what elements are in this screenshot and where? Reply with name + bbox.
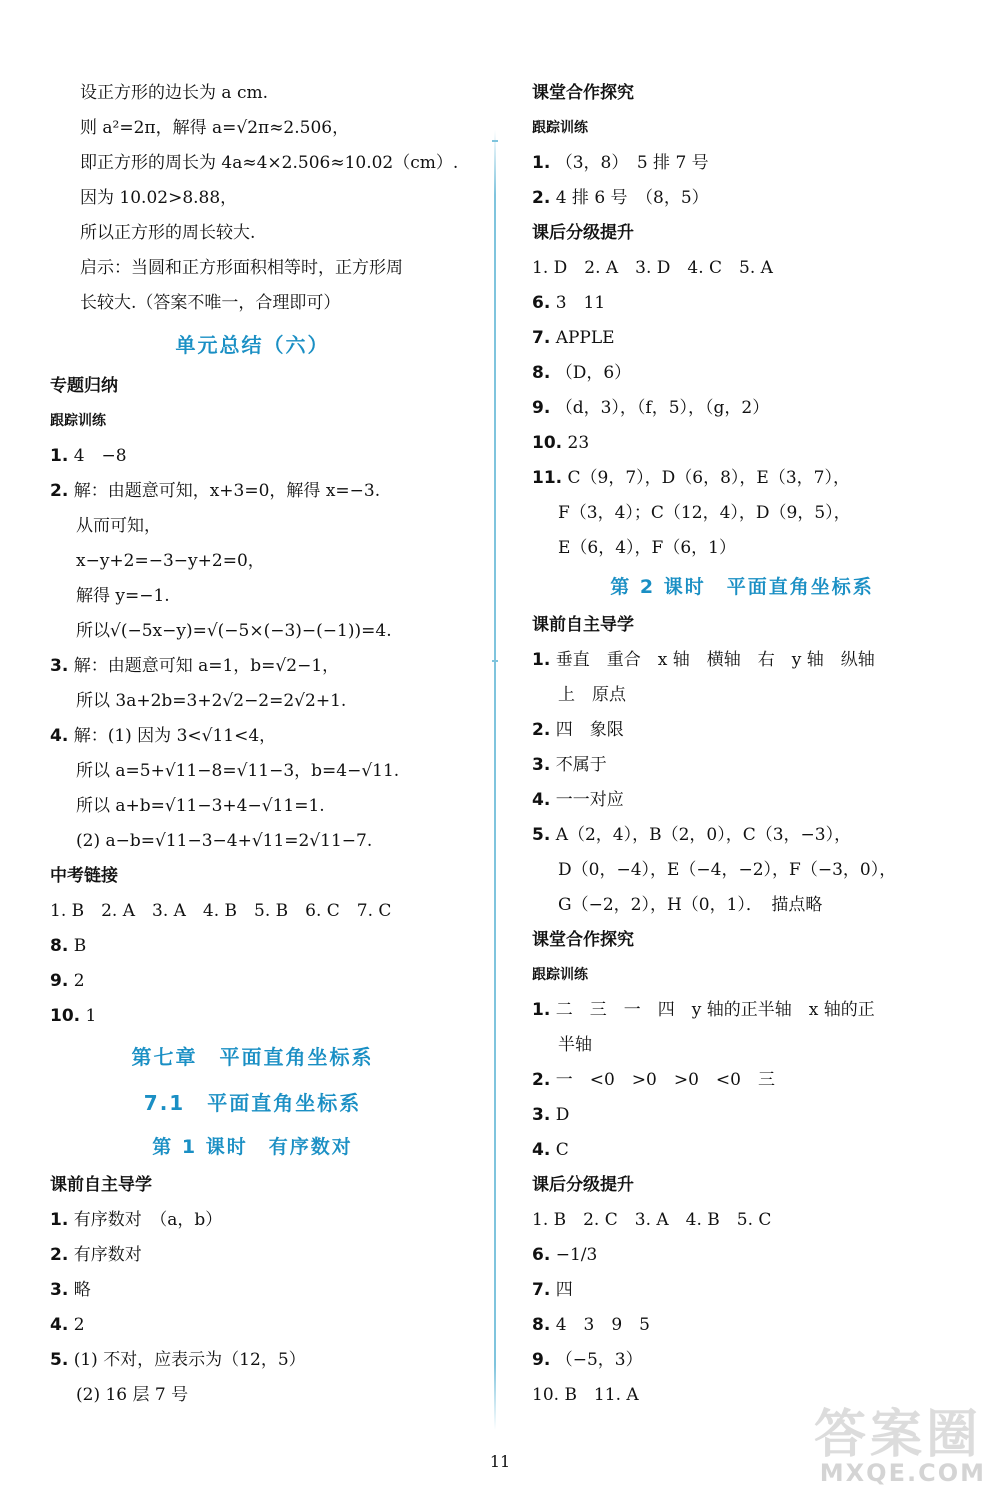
left-line <box>50 649 455 684</box>
item-number: 11. <box>532 468 563 488</box>
line-text: 上 原点 <box>558 685 626 705</box>
right-line <box>532 496 952 531</box>
left-line <box>50 614 455 649</box>
left-line <box>50 999 455 1034</box>
line-text: 四 象限 <box>555 720 624 740</box>
right-line <box>532 888 952 923</box>
line-text: 启示：当圆和正方形面积相等时，正方形周 <box>80 258 403 278</box>
line-text: 解：由题意可知 a=1，b=√2−1， <box>73 656 340 676</box>
right-line <box>532 713 952 748</box>
watermark-logo <box>762 1392 992 1487</box>
right-line <box>532 566 952 608</box>
item-number: 5. <box>50 1350 69 1370</box>
line-text: −1/3 <box>555 1245 598 1265</box>
right-line <box>532 146 952 181</box>
left-line <box>50 1343 455 1378</box>
line-text: (2) a−b=√11−3−4+√11=2√11−7. <box>76 831 373 851</box>
left-line <box>50 1080 455 1126</box>
line-text: 二 三 一 四 y 轴的正半轴 x 轴的正 <box>555 1000 875 1020</box>
line-text: 一 <0 >0 >0 <0 三 <box>555 1070 775 1090</box>
right-line <box>532 643 952 678</box>
left-line <box>50 579 455 614</box>
line-text: E（6，4），F（6，1） <box>558 538 736 558</box>
right-line <box>532 321 952 356</box>
line-text: B <box>73 936 87 956</box>
left-line <box>50 76 455 111</box>
right-line <box>532 1028 952 1063</box>
line-text: 课堂合作探究 <box>532 83 634 103</box>
left-line <box>50 789 455 824</box>
item-number: 3. <box>50 656 69 676</box>
item-number: 1. <box>50 446 69 466</box>
right-line <box>532 1203 952 1238</box>
left-line <box>50 1238 455 1273</box>
line-text: (2) 16 层 7 号 <box>76 1385 189 1405</box>
left-line <box>50 754 455 789</box>
left-line <box>50 111 455 146</box>
item-number: 9. <box>532 1350 551 1370</box>
item-number: 3. <box>50 1280 69 1300</box>
line-text: 跟踪训练 <box>50 413 106 429</box>
line-text: 四 <box>555 1280 573 1300</box>
left-line <box>50 859 455 894</box>
line-text: 3 11 <box>555 293 606 313</box>
left-line <box>50 251 455 286</box>
right-line <box>532 76 952 111</box>
line-text: C <box>555 1140 569 1160</box>
line-text: 课前自主导学 <box>50 1175 152 1195</box>
line-text: 1. B 2. C 3. A 4. B 5. C <box>532 1210 772 1230</box>
line-text: 即正方形的周长为 4a≈4×2.506≈10.02（cm）. <box>80 153 459 173</box>
right-line <box>532 1308 952 1343</box>
right-line <box>532 993 952 1028</box>
left-line <box>50 1126 455 1168</box>
item-number: 9. <box>532 398 551 418</box>
line-text: （d，3），（f，5），（g，2） <box>555 398 770 418</box>
line-text: 解：由题意可知，x+3=0，解得 x=−3. <box>73 481 381 501</box>
right-line <box>532 251 952 286</box>
line-text: D（0，−4），E（−4，−2），F（−3，0）， <box>558 860 897 880</box>
item-number: 8. <box>50 936 69 956</box>
line-text: 设正方形的边长为 a cm. <box>80 83 268 103</box>
line-text: 从而可知， <box>76 516 161 536</box>
right-column <box>532 76 952 1413</box>
right-line <box>532 1063 952 1098</box>
left-line <box>50 509 455 544</box>
line-text: 2 <box>73 971 85 991</box>
right-line <box>532 426 952 461</box>
left-line <box>50 1308 455 1343</box>
line-text: 第 2 课时 平面直角坐标系 <box>610 576 874 598</box>
right-line <box>532 853 952 888</box>
line-text: （−5，3） <box>555 1350 643 1370</box>
line-text: 2 <box>73 1315 85 1335</box>
left-line <box>50 321 455 369</box>
left-line <box>50 1273 455 1308</box>
line-text: 因为 10.02>8.88， <box>80 188 238 208</box>
left-line <box>50 824 455 859</box>
line-text: G（−2，2），H（0，1）． 描点略 <box>558 895 823 915</box>
right-line <box>532 748 952 783</box>
item-number: 6. <box>532 293 551 313</box>
right-line <box>532 216 952 251</box>
left-line <box>50 964 455 999</box>
left-line <box>50 404 455 439</box>
right-line <box>532 111 952 146</box>
item-number: 5. <box>532 825 551 845</box>
item-number: 6. <box>532 1245 551 1265</box>
left-line <box>50 1203 455 1238</box>
right-line <box>532 1133 952 1168</box>
line-text: 课前自主导学 <box>532 615 634 635</box>
right-line <box>532 286 952 321</box>
left-line <box>50 369 455 404</box>
item-number: 1. <box>532 153 551 173</box>
item-number: 2. <box>50 1245 69 1265</box>
divider-tick <box>492 660 498 662</box>
watermark-url: MXQE.COM <box>819 1459 986 1487</box>
line-text: 一一对应 <box>555 790 624 810</box>
line-text: 跟踪训练 <box>532 967 588 983</box>
line-text: 23 <box>567 433 590 453</box>
item-number: 2. <box>532 1070 551 1090</box>
line-text: 10. B 11. A <box>532 1385 639 1405</box>
line-text: 所以正方形的周长较大. <box>80 223 256 243</box>
right-line <box>532 391 952 426</box>
line-text: 第七章 平面直角坐标系 <box>131 1045 374 1069</box>
line-text: 略 <box>73 1280 91 1300</box>
line-text: 垂直 重合 x 轴 横轴 右 y 轴 纵轴 <box>555 650 875 670</box>
line-text: 所以 a+b=√11−3+4−√11=1. <box>76 796 325 816</box>
left-line <box>50 439 455 474</box>
left-line <box>50 1378 455 1413</box>
right-line <box>532 181 952 216</box>
line-text: 课堂合作探究 <box>532 930 634 950</box>
left-line <box>50 146 459 181</box>
item-number: 1. <box>532 1000 551 1020</box>
right-line <box>532 1343 952 1378</box>
left-line <box>50 684 455 719</box>
item-number: 10. <box>50 1006 81 1026</box>
item-number: 10. <box>532 433 563 453</box>
line-text: APPLE <box>555 328 615 348</box>
line-text: 课后分级提升 <box>532 223 634 243</box>
line-text: 不属于 <box>555 755 607 775</box>
right-line <box>532 1238 952 1273</box>
line-text: F（3，4）；C（12，4），D（9，5）， <box>558 503 851 523</box>
right-line <box>532 1273 952 1308</box>
line-text: （D，6） <box>555 363 632 383</box>
line-text: 4 −8 <box>73 446 127 466</box>
item-number: 1. <box>50 1210 69 1230</box>
line-text: 所以 3a+2b=3+2√2−2=2√2+1. <box>76 691 347 711</box>
item-number: 2. <box>50 481 69 501</box>
line-text: (1) 不对，应表示为（12，5） <box>73 1350 306 1370</box>
left-line <box>50 286 455 321</box>
line-text: 课后分级提升 <box>532 1175 634 1195</box>
line-text: 有序数对 <box>73 1245 142 1265</box>
line-text: A（2，4），B（2，0），C（3，−3）， <box>555 825 852 845</box>
line-text: 解得 y=−1. <box>76 586 170 606</box>
line-text: 7.1 平面直角坐标系 <box>143 1091 362 1115</box>
left-column <box>50 76 459 1413</box>
line-text: 4 3 9 5 <box>555 1315 650 1335</box>
right-line <box>532 1168 952 1203</box>
item-number: 2. <box>532 720 551 740</box>
line-text: 1 <box>85 1006 97 1026</box>
left-line <box>50 181 455 216</box>
line-text: 则 a²=2π，解得 a=√2π≈2.506， <box>80 118 350 138</box>
line-text: 长较大.（答案不唯一，合理即可） <box>80 293 341 313</box>
left-line <box>50 719 455 754</box>
left-line <box>50 1034 455 1080</box>
line-text: x−y+2=−3−y+2=0， <box>76 551 265 571</box>
right-line <box>532 608 952 643</box>
left-line <box>50 1168 455 1203</box>
item-number: 8. <box>532 363 551 383</box>
line-text: 1. D 2. A 3. D 4. C 5. A <box>532 258 773 278</box>
item-number: 1. <box>532 650 551 670</box>
item-number: 9. <box>50 971 69 991</box>
line-text: 半轴 <box>558 1035 592 1055</box>
right-line <box>532 958 952 993</box>
line-text: D <box>555 1105 570 1125</box>
line-text: 所以 a=5+√11−8=√11−3，b=4−√11. <box>76 761 400 781</box>
line-text: 1. B 2. A 3. A 4. B 5. B 6. C 7. C <box>50 901 392 921</box>
divider-tick <box>492 140 498 142</box>
line-text: 第 1 课时 有序数对 <box>152 1136 353 1158</box>
right-line <box>532 461 952 496</box>
right-line <box>532 1098 952 1133</box>
right-line <box>532 531 952 566</box>
left-line <box>50 544 455 579</box>
item-number: 4. <box>532 1140 551 1160</box>
line-text: 单元总结（六） <box>175 333 330 357</box>
right-line <box>532 678 952 713</box>
watermark-title: 答案圈 <box>813 1405 982 1465</box>
item-number: 3. <box>532 1105 551 1125</box>
line-text: 有序数对 （a，b） <box>73 1210 223 1230</box>
line-text: 中考链接 <box>50 866 118 886</box>
right-line <box>532 818 952 853</box>
item-number: 4. <box>532 790 551 810</box>
line-text: 解：(1) 因为 3<√11<4， <box>73 726 277 746</box>
page-number: 11 <box>489 1452 511 1471</box>
item-number: 2. <box>532 188 551 208</box>
left-line <box>50 216 455 251</box>
line-text: （3，8） 5 排 7 号 <box>555 153 709 173</box>
line-text: 跟踪训练 <box>532 120 588 136</box>
left-line <box>50 474 455 509</box>
line-text: C（9，7），D（6，8），E（3，7）， <box>567 468 850 488</box>
column-divider <box>494 130 496 1430</box>
item-number: 4. <box>50 726 69 746</box>
line-text: 所以√(−5x−y)=√(−5×(−3)−(−1))=4. <box>76 621 392 641</box>
line-text: 4 排 6 号 （8，5） <box>555 188 709 208</box>
right-line <box>532 923 952 958</box>
item-number: 3. <box>532 755 551 775</box>
left-line <box>50 894 455 929</box>
item-number: 8. <box>532 1315 551 1335</box>
item-number: 4. <box>50 1315 69 1335</box>
item-number: 7. <box>532 1280 551 1300</box>
right-line <box>532 783 952 818</box>
item-number: 7. <box>532 328 551 348</box>
right-line <box>532 356 952 391</box>
line-text: 专题归纳 <box>50 376 118 396</box>
left-line <box>50 929 455 964</box>
